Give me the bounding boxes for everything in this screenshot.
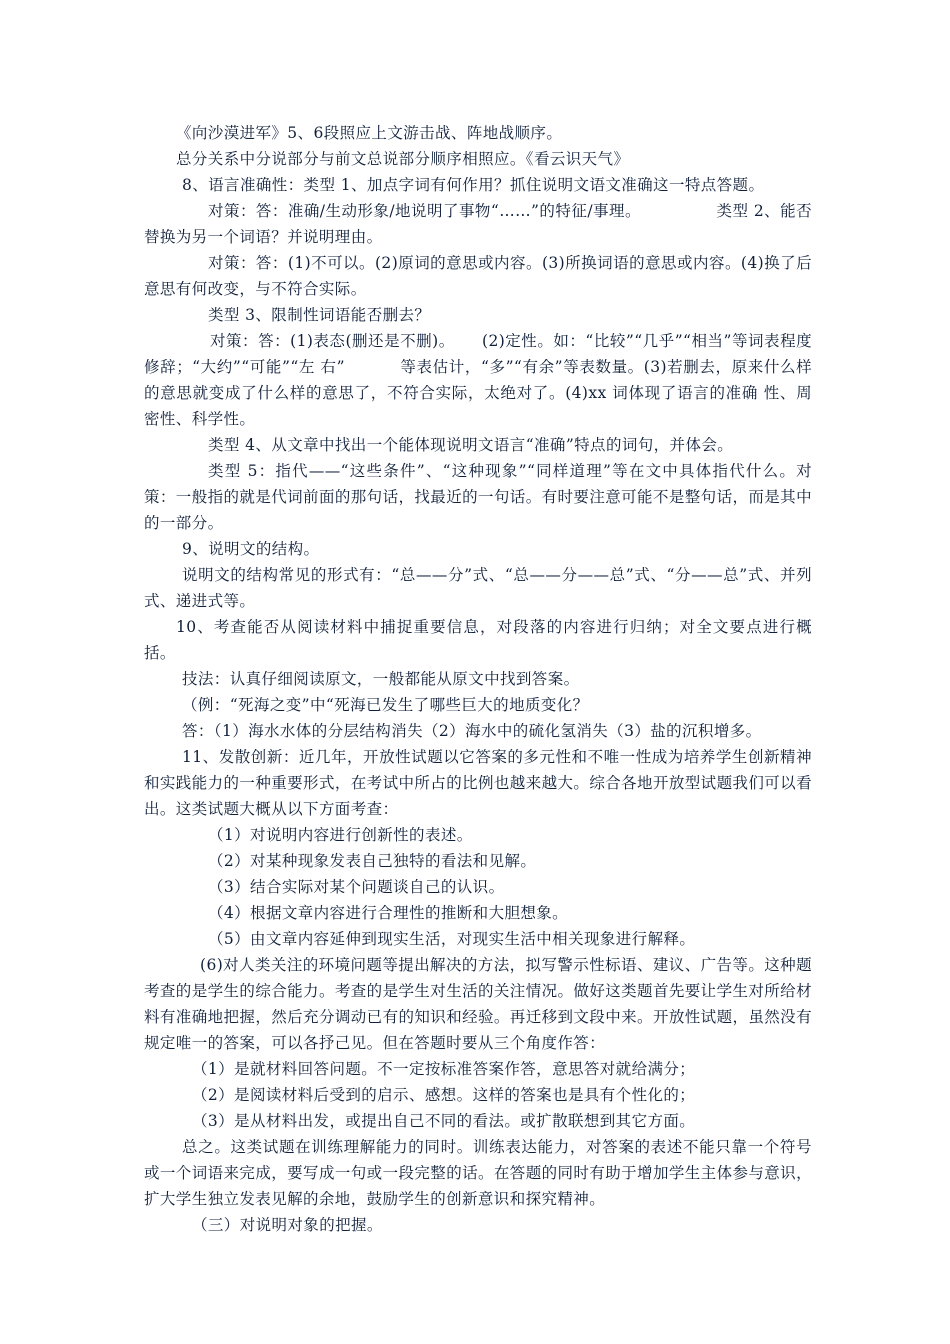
paragraph-7: 对策：答：(1)表态(删还是不删)。 (2)定性。如：“比较”“几乎”“相当”等词表程度修辞；“大约”“可能”“左 右” 等表估计，“多”“有余”等表数量。(3)若删去，原来什么样的意思就变成了什么样的意思了，不符合实际，太绝对了。(4)xx 词体现了语言的准确 性、周密性、科学性。: [144, 332, 812, 428]
paragraph-19: （3）结合实际对某个问题谈自己的认识。: [208, 878, 505, 896]
paragraph-22: (6)对人类关注的环境问题等提出解决的方法，拟写警示性标语、建议、广告等。这种题考查的是学生的综合能力。考查的是学生对生活的关注情况。做好这类题首先要让学生对所给材料有准确地把握，然后充分调动已有的知识和经验。再迁移到文段中来。开放性试题，虽然没有规定唯一的答案，可以各抒己见。但在答题时要从三个角度作答：: [144, 956, 812, 1052]
paragraph-2: 总分关系中分说部分与前文总说部分顺序相照应。《看云识天气》: [176, 150, 630, 168]
paragraph-10: 9、说明文的结构。: [182, 540, 320, 558]
paragraph-8: 类型 4、从文章中找出一个能体现说明文语言“准确”特点的词句，并体会。: [208, 436, 734, 454]
paragraph-12: 10、考查能否从阅读材料中捕捉重要信息，对段落的内容进行归纳；对全文要点进行概括。: [144, 618, 812, 662]
paragraph-3: 8、语言准确性：类型 1、加点字词有何作用？抓住说明文语文准确这一特点答题。: [182, 176, 765, 194]
paragraph-1: 《向沙漠进军》5、6段照应上文游击战、阵地战顺序。: [176, 124, 563, 142]
paragraph-24: （2）是阅读材料后受到的启示、感想。这样的答案也是具有个性化的；: [192, 1086, 696, 1104]
paragraph-15: 答：（1）海水水体的分层结构消失（2）海水中的硫化氢消失（3）盐的沉积增多。: [182, 722, 762, 740]
paragraph-27: （三）对说明对象的把握。: [192, 1216, 383, 1234]
paragraph-14: （例：“死海之变”中“死海已发生了哪些巨大的地质变化？: [182, 696, 589, 714]
paragraph-21: （5）由文章内容延伸到现实生活，对现实生活中相关现象进行解释。: [208, 930, 696, 948]
paragraph-13: 技法：认真仔细阅读原文，一般都能从原文中找到答案。: [182, 670, 580, 688]
paragraph-25: （3）是从材料出发，或提出自己不同的看法。或扩散联想到其它方面。: [192, 1112, 696, 1130]
paragraph-6: 类型 3、限制性词语能否删去？: [208, 306, 431, 324]
paragraph-9: 类型 5：指代——“这些条件”、“这种现象”“同样道理”等在文中具体指代什么。对策：一般指的就是代词前面的那句话，找最近的一句话。有时要注意可能不是整句话，而是其中的一部分。: [144, 462, 812, 532]
paragraph-5: 对策：答：(1)不可以。(2)原词的意思或内容。(3)所换词语的意思或内容。(4)换了后意思有何改变，与不符合实际。: [144, 254, 812, 298]
paragraph-20: （4）根据文章内容进行合理性的推断和大胆想象。: [208, 904, 569, 922]
document-page: [144, 120, 812, 1238]
paragraph-23: （1）是就材料回答问题。不一定按标准答案作答，意思答对就给满分；: [192, 1060, 696, 1078]
paragraph-4: 对策：答：准确/生动形象/地说明了事物“……”的特征/事理。 类型 2、能否替换为另一个词语？并说明理由。: [144, 202, 812, 246]
paragraph-11: 说明文的结构常见的形式有：“总——分”式、“总——分——总”式、“分——总”式、并列式、递进式等。: [144, 566, 812, 610]
paragraph-17: （1）对说明内容进行创新性的表述。: [208, 826, 473, 844]
paragraph-16: 11、发散创新：近几年，开放性试题以它答案的多元性和不唯一性成为培养学生创新精神和实践能力的一种重要形式，在考试中所占的比例也越来越大。综合各地开放型试题我们可以看出。这类试题大概从以下方面考查：: [144, 748, 812, 818]
paragraph-18: （2）对某种现象发表自己独特的看法和见解。: [208, 852, 537, 870]
paragraph-26: 总之。这类试题在训练理解能力的同时。训练表达能力，对答案的表述不能只靠一个符号或一个词语来完成，要写成一句或一段完整的话。在答题的同时有助于增加学生主体参与意识，扩大学生独立发表见解的余地，鼓励学生的创新意识和探究精神。: [144, 1138, 812, 1208]
